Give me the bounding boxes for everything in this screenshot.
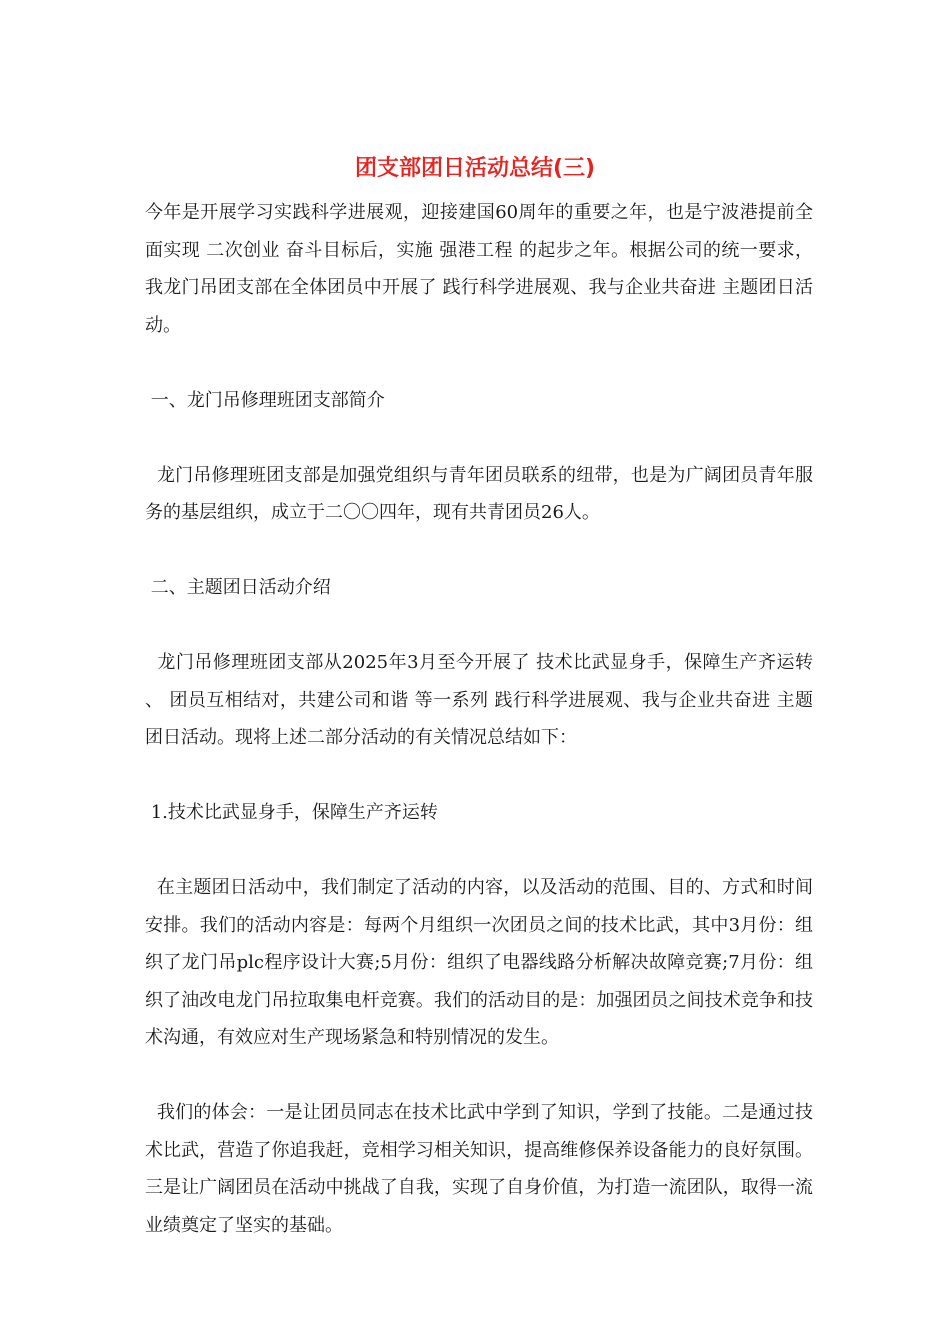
section-1-paragraph: 龙门吊修理班团支部是加强党组织与青年团员联系的纽带，也是为广阔团员青年服务的基层组织，成立于二〇〇四年，现有共青团员26人。 xyxy=(145,464,813,523)
reflection-paragraph: 我们的体会：一是让团员同志在技术比武中学到了知识，学到了技能。二是通过技术比武，营造了你追我赶，竞相学习相关知识，提高维修保养设备能力的良好氛围。三是让广阔团员在活动中挑战了自我，实现了自身价值，为打造一流团队，取得一流业绩奠定了坚实的基础。 xyxy=(145,1102,813,1236)
paragraph-spacer xyxy=(145,832,813,870)
paragraph-spacer xyxy=(145,344,813,382)
document-title: 团支部团日活动总结(三) xyxy=(354,156,596,181)
paragraph-spacer xyxy=(145,757,813,795)
intro-paragraph: 今年是开展学习实践科学进展观，迎接建国60周年的重要之年，也是宁波港提前全面实现 二次创业 奋斗目标后，实施 强港工程 的起步之年。根据公司的统一要求，我龙门吊团支部在全体团员中开展了 践行科学进展观、我与企业共奋进 主题团日活动。 xyxy=(145,202,813,336)
document-body xyxy=(145,194,819,1244)
paragraph-spacer xyxy=(145,419,813,457)
section-heading-1: 一、龙门吊修理班团支部简介 xyxy=(145,389,385,411)
paragraph-spacer xyxy=(145,532,813,570)
subsection-heading-1: 1.技术比武显身手，保障生产齐运转 xyxy=(145,802,438,823)
paragraph-spacer xyxy=(145,607,813,645)
subsection-1-paragraph: 在主题团日活动中，我们制定了活动的内容，以及活动的范围、目的、方式和时间安排。我们的活动内容是：每两个月组织一次团员之间的技术比武，其中3月份：组织了龙门吊plc程序设计大赛;5月份：组织了电器线路分析解决故障竞赛;7月份：组织了油改电龙门吊拉取集电杆竞赛。我们的活动目的是：加强团员之间技术竞争和技术沟通，有效应对生产现场紧急和特别情况的发生。 xyxy=(145,877,813,1048)
section-heading-2: 二、主题团日活动介绍 xyxy=(145,577,331,598)
paragraph-spacer xyxy=(145,1057,813,1095)
section-2-paragraph: 龙门吊修理班团支部从2025年3月至今开展了 技术比武显身手，保障生产齐运转 、 团员互相结对，共建公司和谐 等一系列 践行科学进展观、我与企业共奋进 主题团日活动。现将上述二部分活动的有关情况总结如下： xyxy=(145,652,819,748)
